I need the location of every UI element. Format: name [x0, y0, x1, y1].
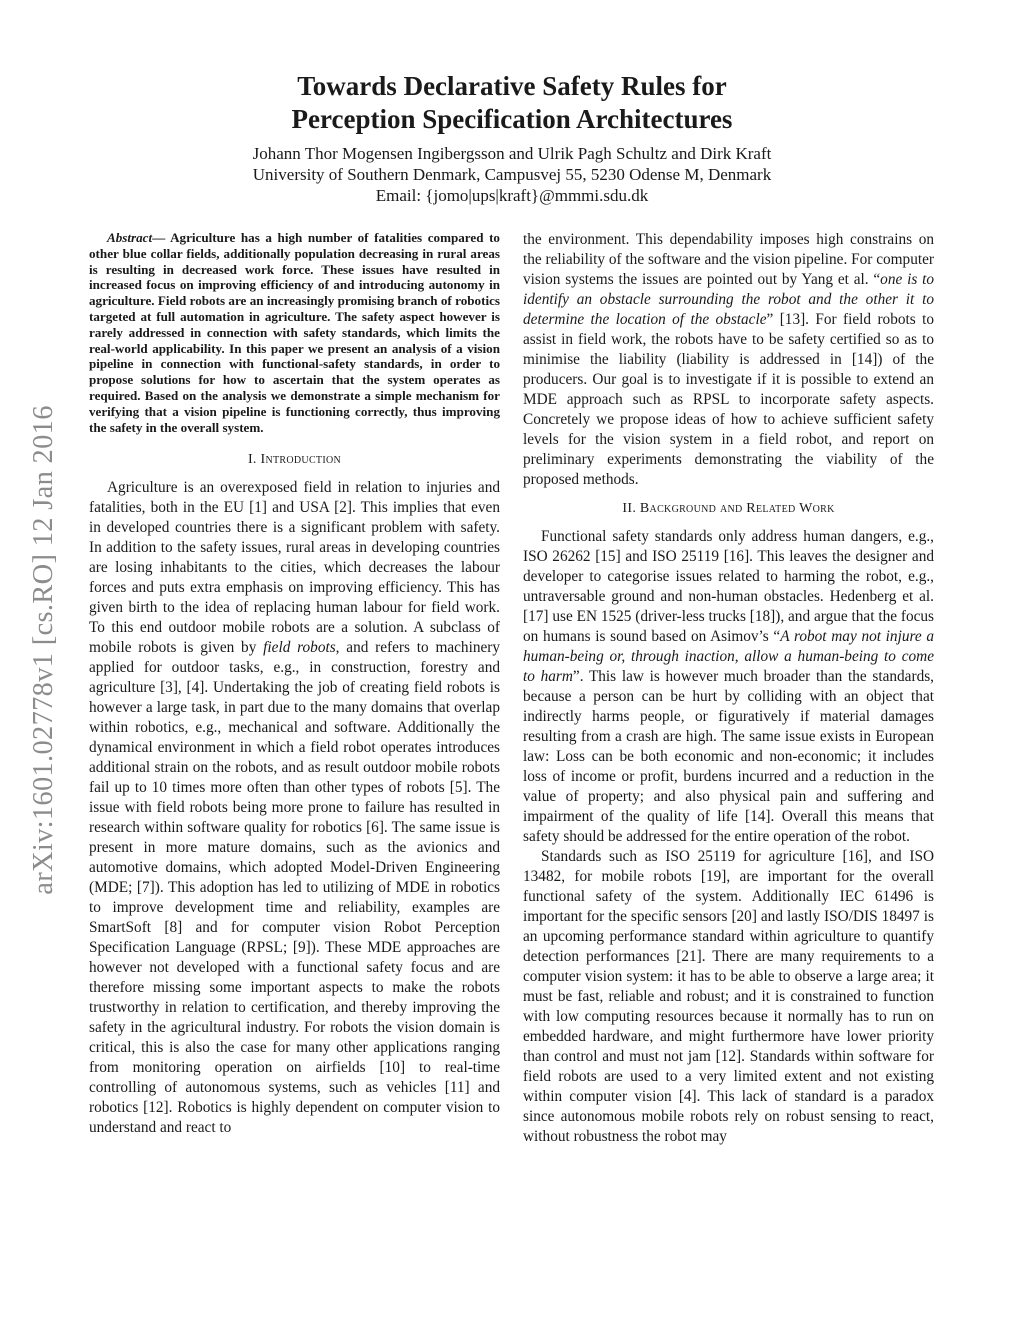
intro-continuation	[523, 230, 934, 490]
abstract-text: Agriculture has a high number of fatalities compared to other blue collar fields, additionally population decreasing in rural areas is resulting in decreased work force. These issues have resulted in increased focus on improving efficiency of and introducing autonomy in agriculture. Field robots are an increasingly promising branch of robotics targeted at full automation in agriculture. The safety aspect however is rarely addressed in connection with safety standards, which limits the real-world applicability. In this paper we present an analysis of a vision pipeline in connection with functional-safety standards, in order to propose solutions for how to ascertain that the system operates as required. Based on the analysis we demonstrate a simple mechanism for verifying that a vision pipeline is functioning correctly, thus improving the safety in the overall system.	[89, 230, 500, 435]
arxiv-id-text: arXiv:1601.02778v1 [cs.RO] 12 Jan 2016	[28, 405, 60, 895]
background-p1-text-b: ”. This law is however much broader than the standards, because a person can be hurt by colliding with an object that indirectly harms people, or figuratively if material damages resulting from a crash are high. The same issue exists in European law: Loss can be both economic and non-economic; it includes loss of income or profit, burdens incurred and a reduction in the value of property; and also physical pain and suffering and impairment of the quality of life [14]. Overall this means that safety should be addressed for the entire operation of the robot.	[523, 668, 934, 845]
intro-cont-text-b: ” [13]. For field robots to assist in field work, the robots have to be safety certified so as to minimise the liability (liability is addressed in [14]) of the producers. Our goal is to investigate if it is possible to extend an MDE approach such as RPSL to incorporate safety aspects. Concretely we propose ideas of how to achieve sufficient safety levels for the vision system in a field robot, and report on preliminary experiments demonstrating the viability of the proposed methods.	[523, 311, 934, 488]
background-p1-text-a: Functional safety standards only address human dangers, e.g., ISO 26262 [15] and ISO 25119 [16]. This leaves the designer and developer to categorise issues related to harming the robot, e.g., untraversable ground and non-human obstacles. Hedenberg et al. [17] use EN 1525 (driver-less trucks [18]), and argue that the focus on humans is sound based on Asimov’s “	[523, 528, 934, 645]
section-heading-background: II. Background and Related Work	[622, 501, 835, 516]
contact-email: Email: {jomo|ups|kraft}@mmmi.sdu.dk	[375, 186, 649, 205]
intro-paragraph	[89, 478, 500, 1138]
title-line-1: Towards Declarative Safety Rules for	[297, 71, 727, 101]
background-p1-quote: A robot may not injure a human-being or, through inaction, allow a human-being to come to harm	[523, 628, 934, 685]
arxiv-identifier-stamp	[28, 370, 60, 930]
right-column	[523, 230, 934, 1147]
section-heading-introduction: I. Introduction	[247, 452, 342, 468]
affiliation: University of Southern Denmark, Campusvej 55, 5230 Odense M, Denmark	[252, 165, 772, 184]
background-paragraph-1	[523, 527, 934, 847]
left-column	[89, 230, 500, 1138]
intro-text-b: , and refers to machinery applied for outdoor tasks, e.g., in construction, forestry and agriculture [3], [4]. Undertaking the job of creating field robots is however a large task, in part due to the many domains that overlap within robotics, e.g., mechanical and software. Additionally the dynamical environment in which a field robot operates introduces additional strain on the robots, and as result outdoor mobile robots fail up to 10 times more often than other types of robots [5]. The issue with field robots being more prone to failure has resulted in research within software quality for robotics [6]. The same issue is present in more mature domains, such as the avionics and automotive domains, which adopted Model-Driven Engineering (MDE; [7]). This adoption has led to utilizing of MDE in robotics to improve development time and reliability, examples are SmartSoft [8] and for computer vision Robot Perception Specification Language (RPSL; [9]). These MDE approaches are however not developed with a functional safety focus and are therefore missing some important aspects to make the robots trustworthy in relation to certification, and thereby improving the safety in the agricultural industry. For robots the vision domain is critical, this is also the case for many other applications ranging from monitoring operation on airfields [10] to real-time controlling of autonomous systems, such as vehicles [11] and robotics [12]. Robotics is highly dependent on computer vision to understand and react to	[89, 639, 500, 1137]
intro-text-a: Agriculture is an overexposed field in relation to injuries and fatalities, both in the EU [1] and USA [2]. This implies that even in developed countries there is a significant problem with safety. In addition to the safety issues, rural areas in developing countries are losing inhabitants to the cities, which decreases the labour forces and puts extra emphasis on improving efficiency. This has given birth to the idea of replacing human labour for field work. To this end outdoor mobile robots are a solution. A subclass of mobile robots is given by	[89, 479, 500, 657]
background-paragraph-2: Standards such as ISO 25119 for agriculture [16], and ISO 13482, for mobile robots [19], are important for the overall functional safety of the system. Additionally IEC 61496 is important for the specific sensors [20] and lastly ISO/DIS 18497 is an upcoming performance standard within agriculture to quantify detection performances [21]. There are many requirements to a computer vision system: it has to be able to observe a large area; it must be fast, reliable and robust; and it is constrained to function with low computing resources because it normally has to run on embedded hardware, and might furthermore have lower priority than control and must not jam [12]. Standards within software for field robots are used to a very limited extent and not existing within computer vision [4]. This lack of standard is a paradox since autonomous mobile robots rely on robust sensing to react, without robustness the robot may	[523, 848, 934, 1145]
abstract-label: Abstract	[107, 230, 153, 245]
author-list: Johann Thor Mogensen Ingibergsson and Ulrik Pagh Schultz and Dirk Kraft	[252, 144, 772, 163]
paper-title	[0, 70, 1024, 136]
paper-header	[0, 70, 1024, 206]
title-line-2: Perception Specification Architectures	[291, 104, 733, 134]
intro-cont-quote: one is to identify an obstacle surrounding the robot and the other it to determine the location of the obstacle	[523, 271, 934, 328]
abstract-dash: —	[152, 230, 171, 245]
intro-cont-text-a: the environment. This dependability imposes high constrains on the reliability of the software and the vision pipeline. For computer vision systems the issues are pointed out by Yang et al. “	[523, 231, 934, 288]
abstract	[89, 230, 500, 435]
intro-emphasis: field robots	[263, 639, 336, 657]
